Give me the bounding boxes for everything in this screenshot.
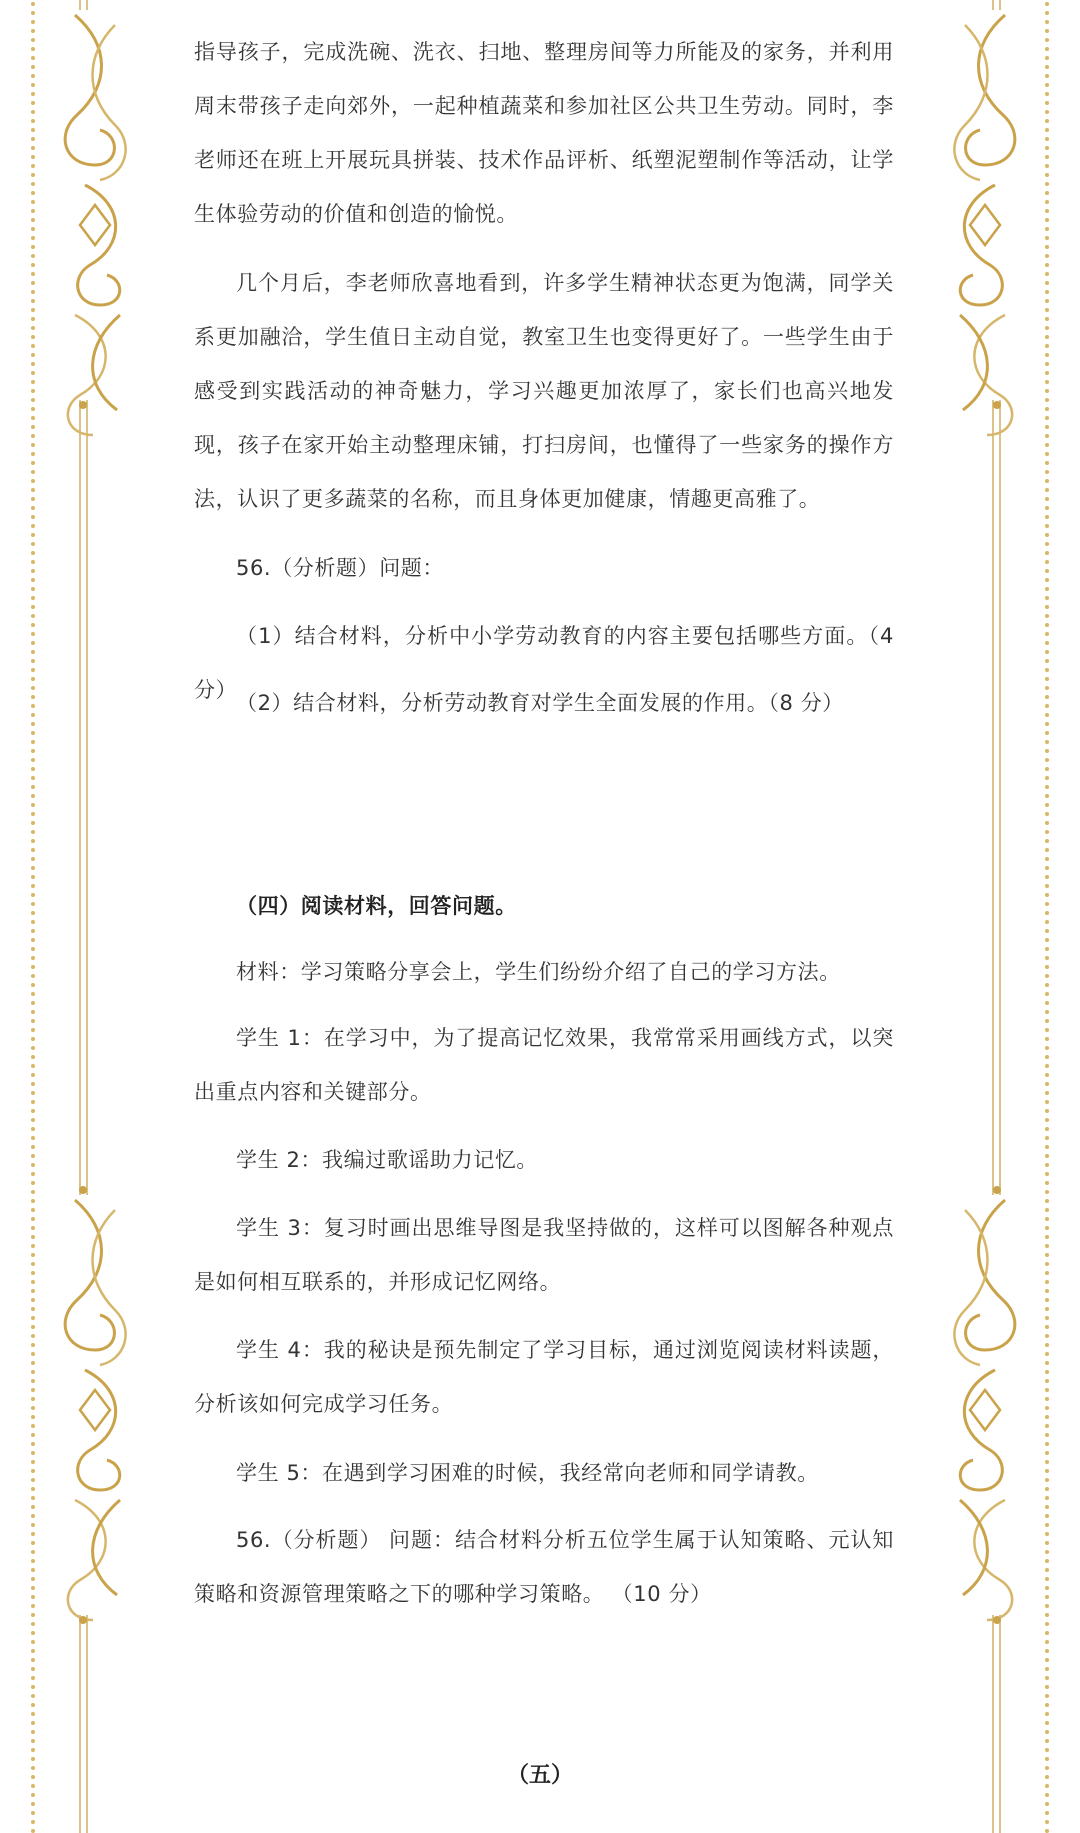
student-1-method: 学生 1：在学习中，为了提高记忆效果，我常常采用画线方式，以突出重点内容和关键部分。: [194, 1026, 894, 1104]
question-56b: 56.（分析题） 问题：结合材料分析五位学生属于认知策略、元认知策略和资源管理策略之下的哪种学习策略。 （10 分）: [194, 1528, 894, 1606]
paragraph-results: 几个月后，李老师欣喜地看到，许多学生精神状态更为饱满，同学关系更加融洽，学生值日主动自觉，教室卫生也变得更好了。一些学生由于感受到实践活动的神奇魅力，学习兴趣更加浓厚了，家长们也高兴地发现，孩子在家开始主动整理床铺，打扫房间，也懂得了一些家务的操作方法，认识了更多蔬菜的名称，而且身体更加健康，情趣更高雅了。: [194, 271, 894, 511]
section-5-label: （五）: [506, 1763, 573, 1788]
material-intro: 材料：学习策略分享会上，学生们纷纷介绍了自己的学习方法。: [236, 960, 841, 984]
section-4-heading: （四）阅读材料，回答问题。: [236, 894, 517, 918]
student-5-method: 学生 5：在遇到学习困难的时候，我经常向老师和同学请教。: [236, 1461, 819, 1485]
student-2-method: 学生 2：我编过歌谣助力记忆。: [236, 1148, 539, 1172]
student-4-method: 学生 4：我的秘诀是预先制定了学习目标，通过浏览阅读材料读题，分析该如何完成学习任务。: [194, 1338, 894, 1416]
question-56-part-2: （2）结合材料，分析劳动教育对学生全面发展的作用。（8 分）: [236, 691, 844, 715]
question-56-label: 56.（分析题）问题：: [236, 556, 444, 580]
question-56-part-1: （1）结合材料，分析中小学劳动教育的内容主要包括哪些方面。（4 分）: [194, 624, 894, 702]
paragraph-labor-activities: 指导孩子，完成洗碗、洗衣、扫地、整理房间等力所能及的家务，并利用周末带孩子走向郊外，一起种植蔬菜和参加社区公共卫生劳动。同时，李老师还在班上开展玩具拼装、技术作品评析、纸塑泥塑制作等活动，让学生体验劳动的价值和创造的愉悦。: [194, 40, 894, 226]
student-3-method: 学生 3：复习时画出思维导图是我坚持做的，这样可以图解各种观点是如何相互联系的，并形成记忆网络。: [194, 1216, 894, 1294]
